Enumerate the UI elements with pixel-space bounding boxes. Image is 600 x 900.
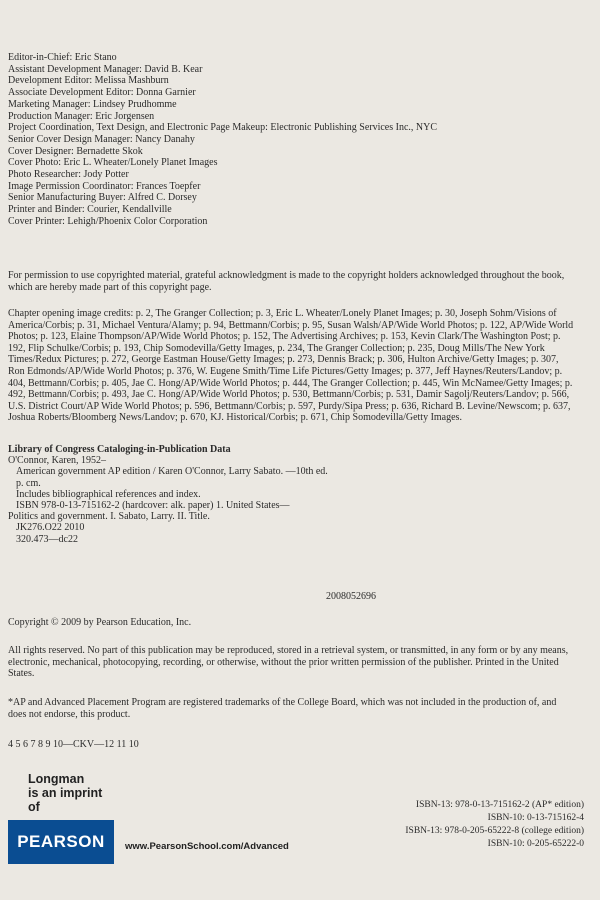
cip-line: O'Connor, Karen, 1952– [8, 455, 107, 467]
permission-note: For permission to use copyrighted material, grateful acknowledgment is made to the copyright holders acknowledged throughout the book, which are hereby made part of this copyright page. [8, 270, 565, 293]
copyright-notice: Copyright © 2009 by Pearson Education, Inc. [8, 617, 192, 628]
isbn-block [405, 799, 584, 851]
pearson-brand-text: PEARSON [17, 832, 105, 851]
staff-credit-line: Assistant Development Manager: David B. Kear [8, 63, 203, 75]
pearson-brand-box [8, 820, 114, 864]
cip-line: JK276.O22 2010 [16, 522, 85, 534]
staff-credit-line: Cover Designer: Bernadette Skok [8, 145, 143, 157]
cataloging-data [8, 444, 568, 602]
staff-credit-line: Associate Development Editor: Donna Garnier [8, 87, 196, 99]
staff-credit-line: Photo Researcher: Jody Potter [8, 169, 129, 181]
staff-credit-line: Cover Photo: Eric L. Wheater/Lonely Planet Images [8, 157, 218, 169]
staff-credit-line: Senior Cover Design Manager: Nancy Danahy [8, 133, 195, 145]
staff-credit-line: Development Editor: Melissa Mashburn [8, 75, 169, 87]
cip-line: 320.473—dc22 [16, 533, 78, 545]
staff-credit-line: Editor-in-Chief: Eric Stano [8, 52, 117, 63]
staff-credit-line: Printer and Binder: Courier, Kendallville [8, 204, 172, 216]
lccn-number: 2008052696 [326, 591, 376, 602]
staff-credit-line: Senior Manufacturing Buyer: Alfred C. Dorsey [8, 192, 197, 204]
staff-credit-line: Marketing Manager: Lindsey Prudhomme [8, 98, 177, 110]
isbn-line: ISBN-13: 978-0-205-65222-8 (college edition) [405, 826, 584, 836]
cip-heading: Library of Congress Cataloging-in-Publication Data [8, 444, 231, 455]
trademark-notice: *AP and Advanced Placement Program are registered trademarks of the College Board, which was not included in the production of, and does not endorse, this product. [8, 697, 557, 720]
printing-line: 4 5 6 7 8 9 10—CKV—12 11 10 [8, 739, 139, 750]
staff-credit-line: Cover Printer: Lehigh/Phoenix Color Corporation [8, 215, 208, 227]
staff-credit-line: Image Permission Coordinator: Frances Toepfer [8, 180, 201, 192]
cip-line: p. cm. [16, 477, 41, 489]
website-url: www.PearsonSchool.com/Advanced [125, 841, 289, 852]
cip-line: Includes bibliographical references and index. [16, 488, 201, 500]
rights-notice: All rights reserved. No part of this publication may be reproduced, stored in a retrieval system, or transmitted, in any form or by any means, electronic, mechanical, photocopying, recording, or otherwise, without the prior written permission of the publisher. Printed in the United States. [8, 645, 569, 680]
cip-line: Politics and government. I. Sabato, Larry. II. Title. [8, 511, 210, 523]
isbn-line: ISBN-10: 0-205-65222-0 [487, 839, 584, 849]
staff-credits [8, 52, 568, 228]
imprint-line: is an imprint of [28, 786, 103, 814]
isbn-line: ISBN-13: 978-0-13-715162-2 (AP* edition) [415, 800, 584, 810]
imprint-line: Longman [28, 772, 85, 786]
pearson-logo [8, 772, 116, 864]
cip-line: ISBN 978-0-13-715162-2 (hardcover: alk. paper) 1. United States— [16, 500, 290, 512]
cip-line: American government AP edition / Karen O'Connor, Larry Sabato. —10th ed. [16, 466, 328, 478]
isbn-line: ISBN-10: 0-13-715162-4 [487, 813, 584, 823]
image-credits: Chapter opening image credits: p. 2, The Granger Collection; p. 3, Eric L. Wheater/Lonely Planet Images; p. 30, Joseph Sohm/Visions of America/Corbis; p. 31, Michael Ventura/Alamy; p. 94, Bettmann/Corbis; p. 95, Susan Walsh/AP/Wide World Photos; p. 122, AP/Wide World Photos; p. 123, Elaine Thompson/AP/Wide World Photos; p. 152, The Advertising Archives; p. 153, Kevin Clark/The Washington Post; p. 192, Flip Schulke/Corbis; p. 193, Chip Somodevilla/Getty Images, p. 234, The Granger Collection; p. 235, Doug Mills/The New York Times/Redux Pictures; p. 272, George Eastman House/Getty Images; p. 273, Dennis Brack; p. 306, Hulton Archive/Getty Images; p. 307, Ron Edmonds/AP/Wide World Photos; p. 376, W. Eugene Smith/Time Life Pictures/Getty Images; p. 377, Jeff Haynes/Reuters/Landov; p. 404, Bettmann/Corbis; p. 405, Jae C. Hong/AP/Wide World Photos; p. 444, The Granger Collection; p. 445, Win McNamee/Getty Images; p. 492, Bettmann/Corbis; p. 493, Jae C. Hong/AP/Wide World Photos; p. 530, Bettmann/Corbis; p. 531, Damir Sagolj/Reuters/Landov; p. 566, U.S. District Court/AP Wide World Photos; p. 596, Bettmann/Corbis; p. 597, Purdy/Sipa Press; p. 636, Richard B. Levine/Newscom; p. 637, Joshua Roberts/Bloomberg News/Landov; p. 670, KJ. Historical/Corbis; p. 671, Chip Somodevilla/Getty Images. [8, 308, 574, 424]
staff-credit-line: Production Manager: Eric Jorgensen [8, 110, 155, 122]
staff-credit-line: Project Coordination, Text Design, and Electronic Page Makeup: Electronic Publishing Services Inc., NYC [8, 122, 438, 134]
